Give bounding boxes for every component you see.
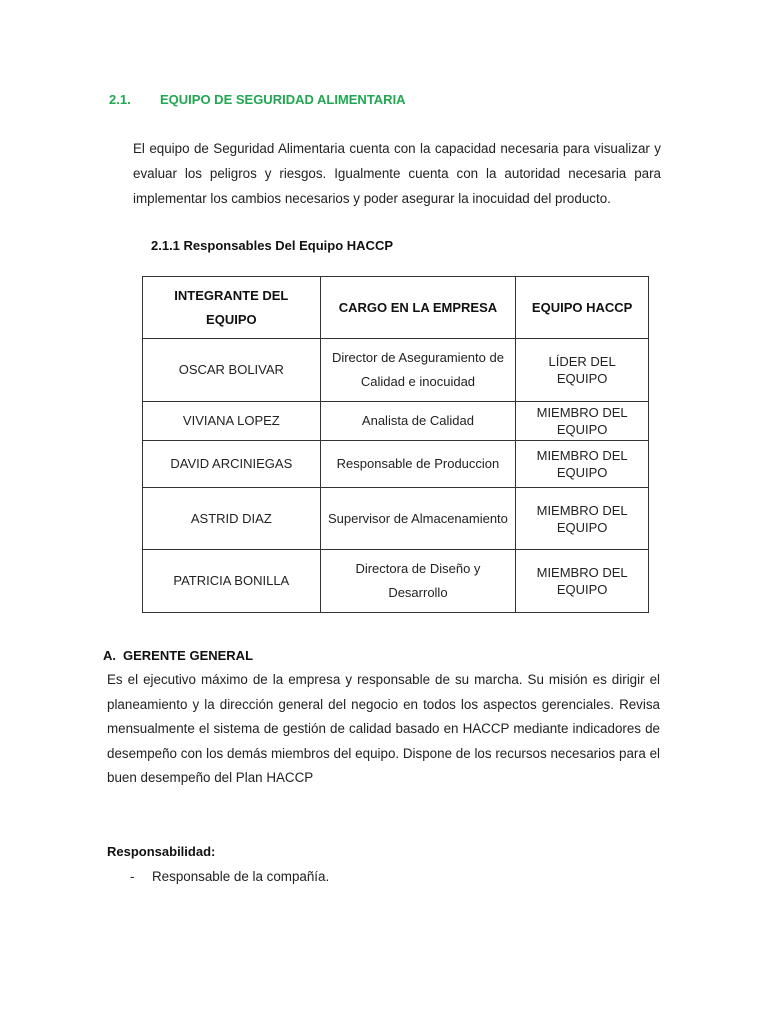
- member-name: ASTRID DIAZ: [143, 488, 321, 550]
- table-row: [143, 550, 649, 613]
- section-title: EQUIPO DE SEGURIDAD ALIMENTARIA: [160, 92, 406, 107]
- member-role: Director de Aseguramiento de Calidad e inocuidad: [320, 339, 516, 402]
- responsabilidad-list: [130, 869, 329, 884]
- header-integrante: INTEGRANTE DEL EQUIPO: [143, 277, 321, 339]
- member-name: PATRICIA BONILLA: [143, 550, 321, 613]
- section-heading: [109, 92, 406, 107]
- table-row: [143, 441, 649, 488]
- member-name: VIVIANA LOPEZ: [143, 402, 321, 441]
- header-equipo-haccp: EQUIPO HACCP: [516, 277, 649, 339]
- table-row: [143, 339, 649, 402]
- member-name: OSCAR BOLIVAR: [143, 339, 321, 402]
- gerente-title: GERENTE GENERAL: [123, 648, 254, 663]
- member-role: Directora de Diseño y Desarrollo: [320, 550, 516, 613]
- section-intro: El equipo de Seguridad Alimentaria cuenta con la capacidad necesaria para visualizar y evaluar los peligros y riesgos. Igualmente cuenta con la autoridad necesaria para implementar los cambios necesarios y poder asegurar la inocuidad del producto.: [133, 141, 661, 206]
- haccp-team-table: [142, 276, 649, 613]
- responsabilidad-heading: Responsabilidad:: [107, 844, 216, 859]
- member-haccp-role: MIEMBRO DEL EQUIPO: [516, 441, 649, 488]
- member-name: DAVID ARCINIEGAS: [143, 441, 321, 488]
- table-row: [143, 402, 649, 441]
- header-cargo: CARGO EN LA EMPRESA: [320, 277, 516, 339]
- member-role: Analista de Calidad: [320, 402, 516, 441]
- member-role: Responsable de Produccion: [320, 441, 516, 488]
- table-header-row: [143, 277, 649, 339]
- list-item-text: Responsable de la compañía.: [152, 869, 330, 884]
- table-subheading: 2.1.1 Responsables Del Equipo HACCP: [151, 238, 394, 253]
- dash-bullet: -: [130, 869, 135, 884]
- section-number: 2.1.: [109, 92, 131, 107]
- list-item: [130, 869, 329, 884]
- member-haccp-role: MIEMBRO DEL EQUIPO: [516, 550, 649, 613]
- table-row: [143, 488, 649, 550]
- gerente-heading: [103, 648, 253, 663]
- member-haccp-role: MIEMBRO DEL EQUIPO: [516, 402, 649, 441]
- member-role: Supervisor de Almacenamiento: [320, 488, 516, 550]
- gerente-description: Es el ejecutivo máximo de la empresa y responsable de su marcha. Su misión es dirigir el planeamiento y la dirección general del negocio en todos los aspectos gerenciales. Revisa mensualmente el sistema de gestión de calidad basado en HACCP mediante indicadores de desempeño con los demás miembros del equipo. Dispone de los recursos necesarios para el buen desempeño del Plan HACCP: [107, 672, 660, 785]
- gerente-letter: A.: [103, 648, 116, 663]
- member-haccp-role: MIEMBRO DEL EQUIPO: [516, 488, 649, 550]
- member-haccp-role: LÍDER DEL EQUIPO: [516, 339, 649, 402]
